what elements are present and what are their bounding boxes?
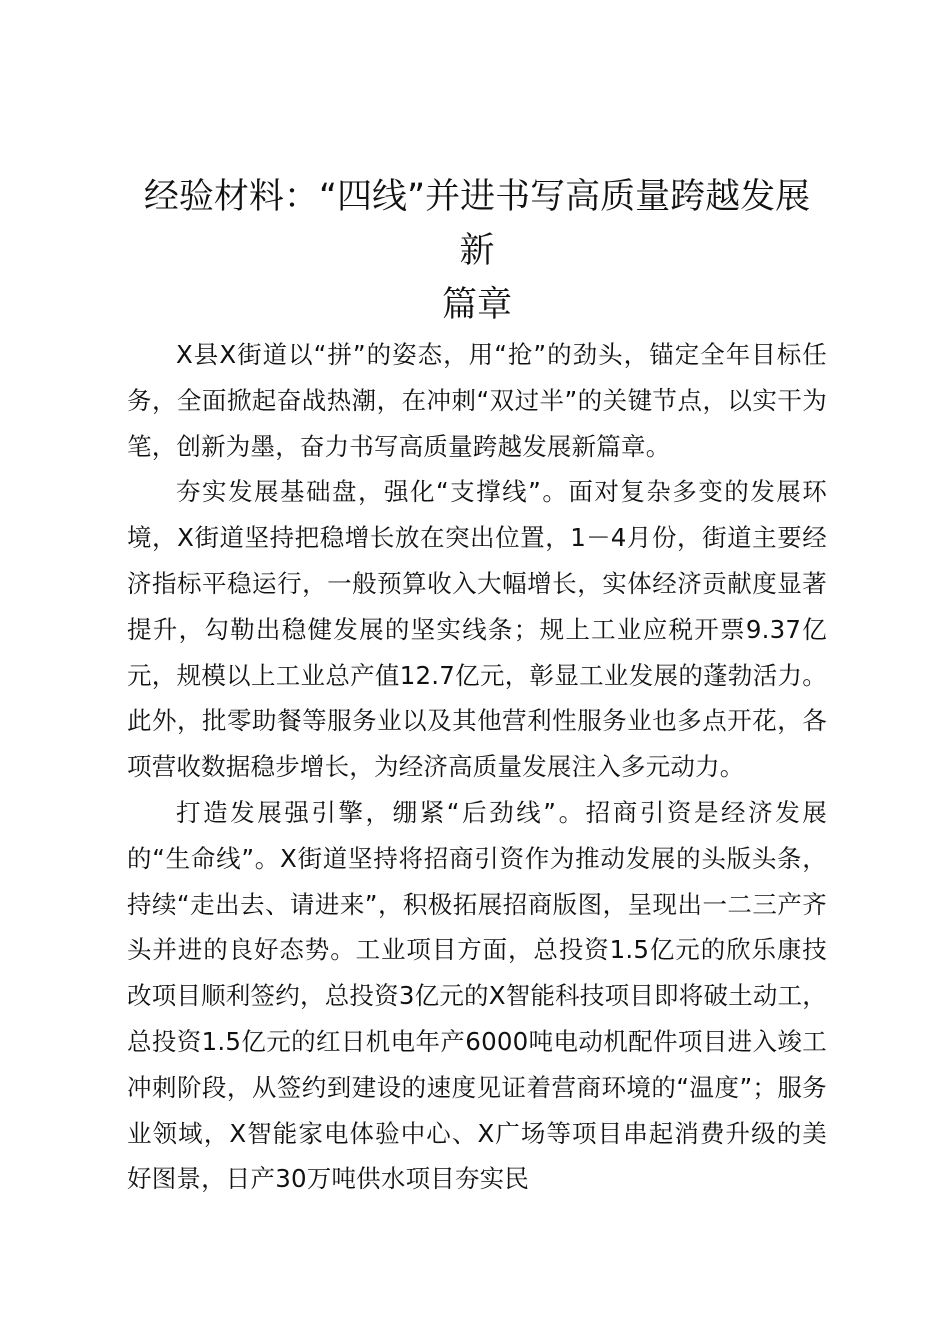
paragraph-momentum-line: 打造发展强引擎，绷紧“后劲线”。招商引资是经济发展的“生命线”。X街道坚持将招商引资作为推动发展的头版头条，持续“走出去、请进来”，积极拓展招商版图，呈现出一二三产齐头并进的良好态势。工业项目方面，总投资1.5亿元的欣乐康技改项目顺利签约，总投资3亿元的X智能科技项目即将破土动工，总投资1.5亿元的红日机电年产6000吨电动机配件项目进入竣工冲刺阶段，从签约到建设的速度见证着营商环境的“温度”；服务业领域，X智能家电体验中心、X广场等项目串起消费升级的美好图景，日产30万吨供水项目夯实民: [127, 797, 827, 1194]
paragraph-support-line: 夯实发展基础盘，强化“支撑线”。面对复杂多变的发展环境，X街道坚持把稳增长放在突出位置，1－4月份，街道主要经济指标平稳运行，一般预算收入大幅增长，实体经济贡献度显著提升，勾勒出稳健发展的坚实线条；规上工业应税开票9.37亿元，规模以上工业总产值12.7亿元，彰显工业发展的蓬勃活力。此外，批零助餐等服务业以及其他营利性服务业也多点开花，各项营收数据稳步增长，为经济高质量发展注入多元动力。: [127, 477, 827, 782]
title-line-2: 篇章: [441, 285, 512, 325]
paragraph-intro: X县X街道以“拼”的姿态，用“抢”的劲头，锚定全年目标任务，全面掀起奋战热潮，在冲刺“双过半”的关键节点，以实干为笔，创新为墨，奋力书写高质量跨越发展新篇章。: [127, 340, 827, 461]
document-page: [127, 170, 827, 1202]
document-title: [127, 170, 827, 332]
title-line-1: 经验材料：“四线”并进书写高质量跨越发展新: [143, 177, 811, 271]
